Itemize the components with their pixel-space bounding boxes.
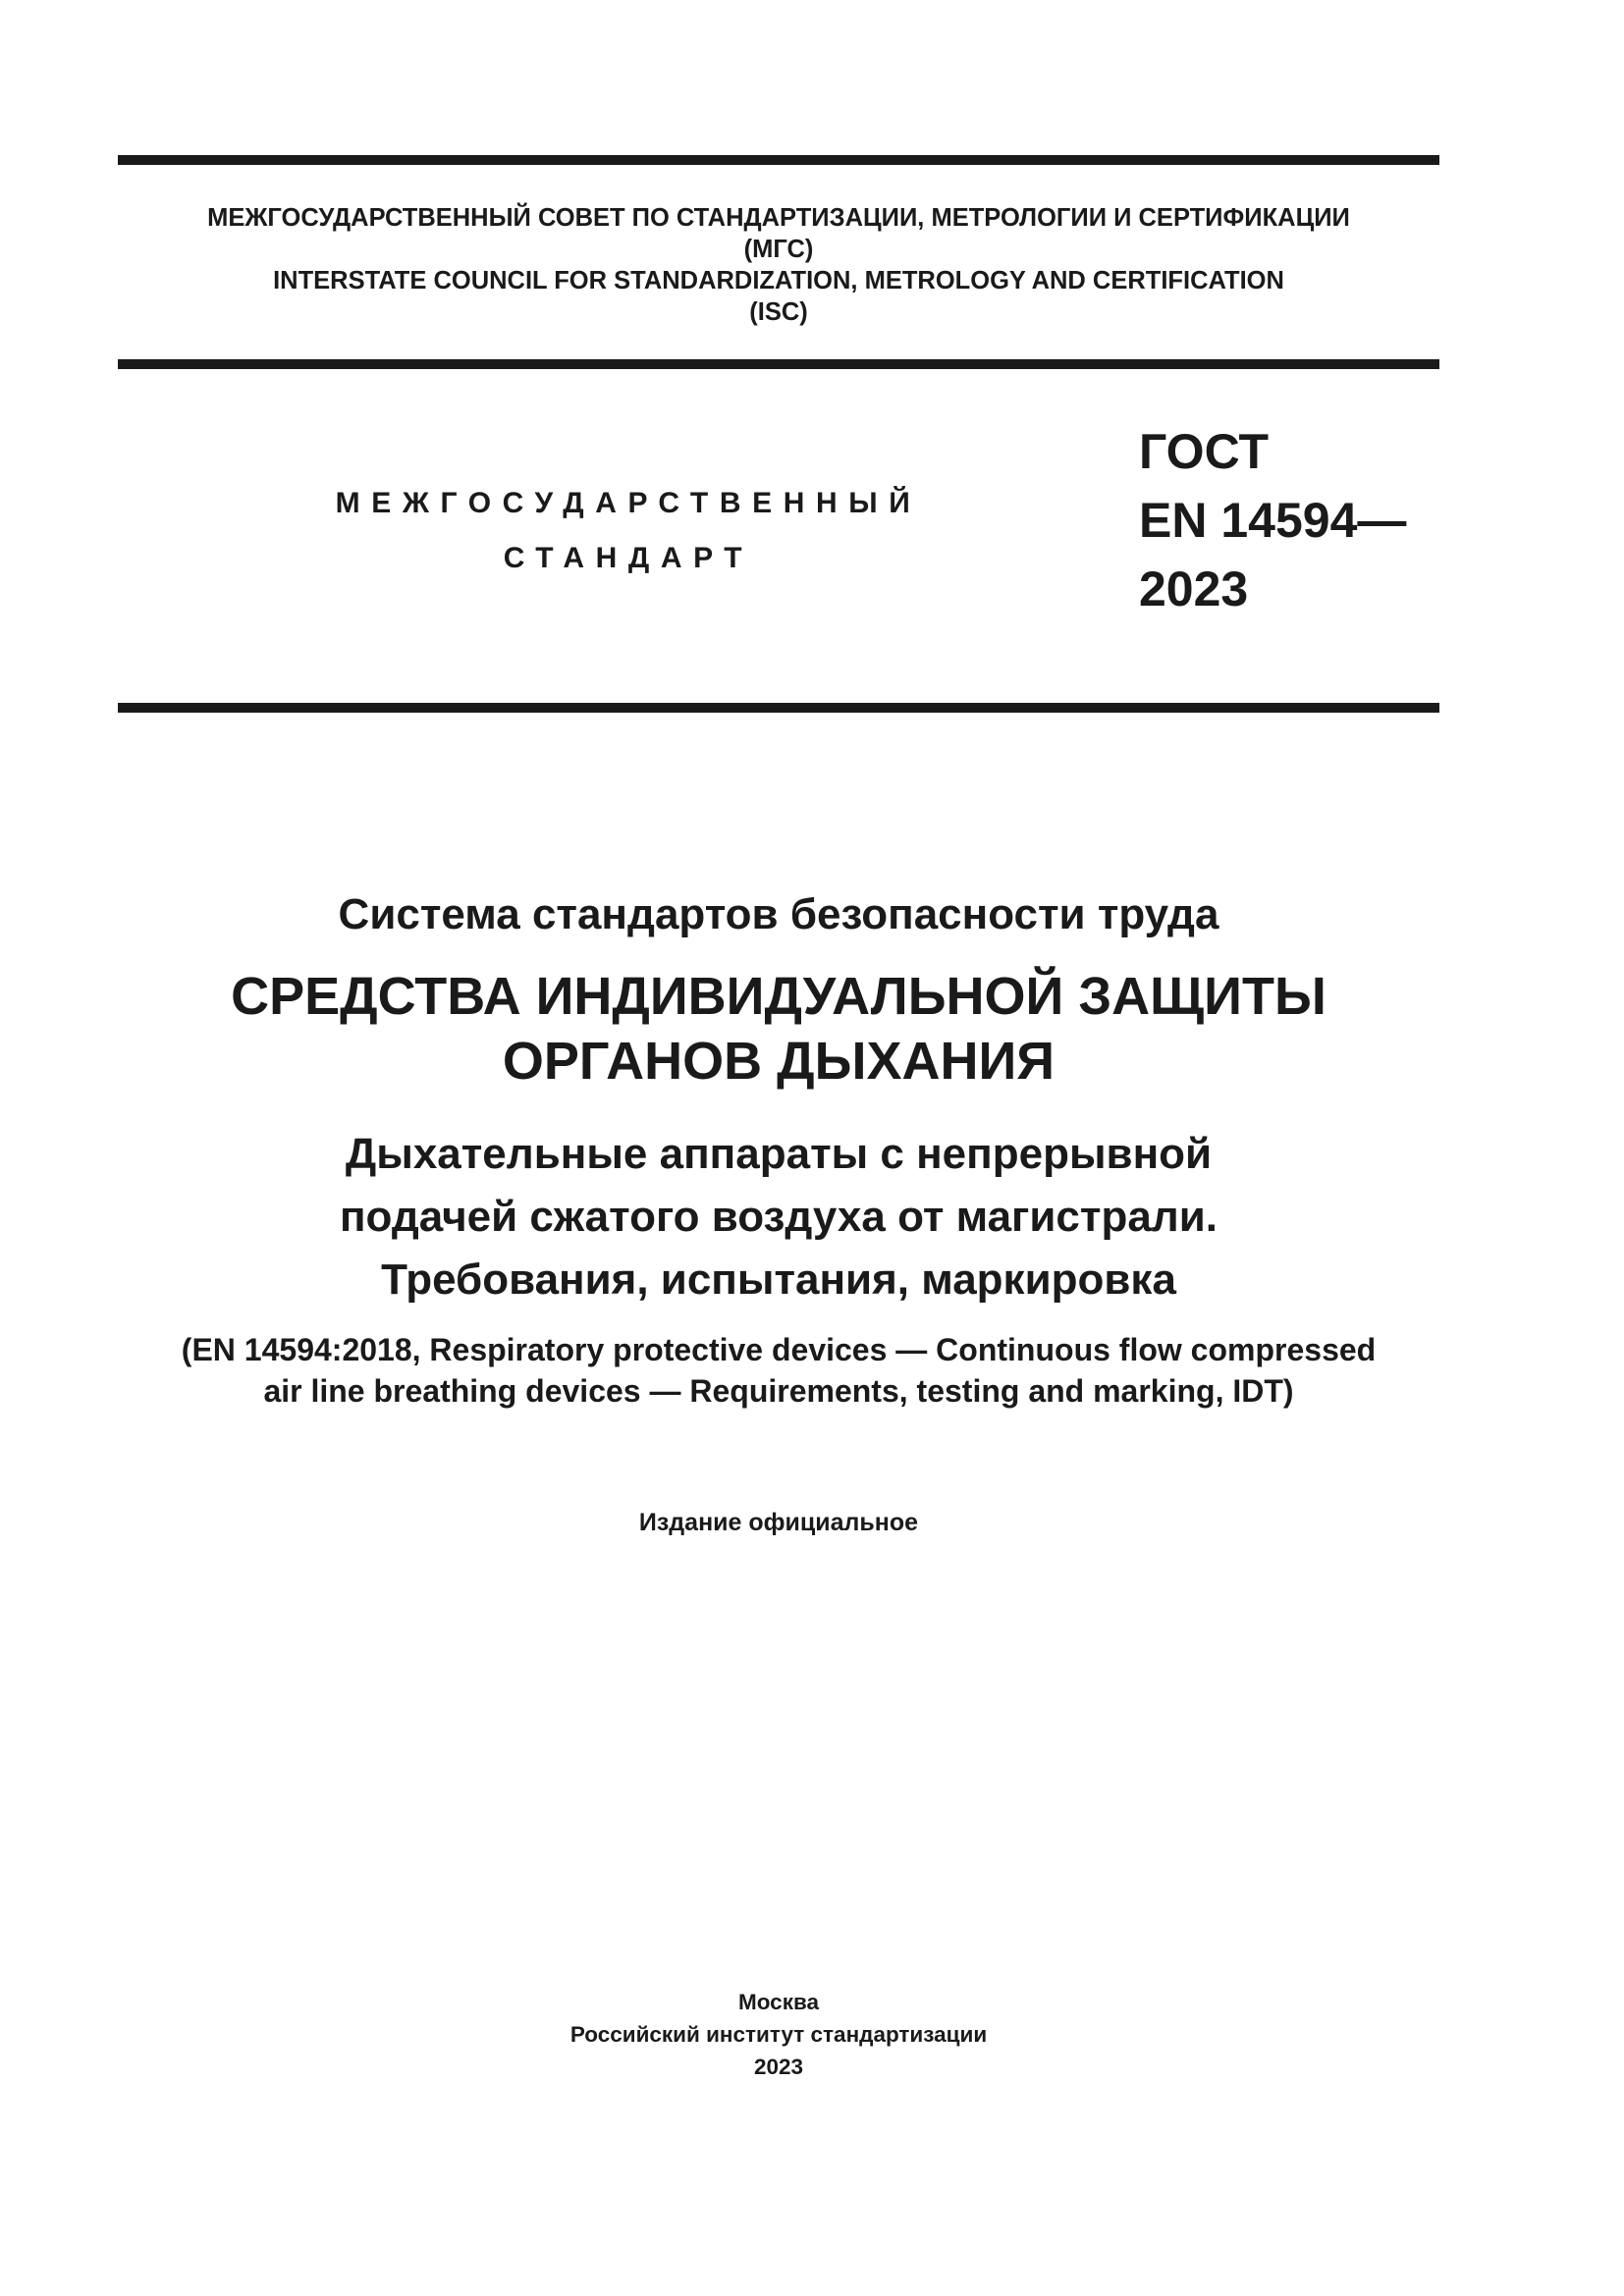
council-ru-abbr: (МГС)	[743, 236, 814, 263]
sub-title-line-2: подачей сжатого воздуха от магистрали.	[339, 1193, 1218, 1241]
standard-number-line-1: ГОСТ	[1139, 424, 1269, 479]
standard-number	[1139, 417, 1406, 623]
document-titles	[118, 883, 1439, 1412]
bottom-rule	[118, 703, 1439, 713]
edition-label: Издание официальное	[638, 1509, 919, 1536]
sub-title	[118, 1123, 1439, 1311]
sub-title-line-1: Дыхательные аппараты с непрерывной	[345, 1130, 1213, 1178]
middle-rule	[118, 359, 1439, 369]
main-title	[118, 964, 1439, 1094]
main-title-line-2: ОРГАНОВ ДЫХАНИЯ	[502, 1032, 1056, 1091]
standard-number-line-2: EN 14594—	[1139, 493, 1407, 548]
council-header	[118, 202, 1439, 328]
council-en-abbr: (ISC)	[749, 298, 808, 326]
publisher-year: 2023	[753, 2055, 804, 2079]
sub-title-line-3: Требования, испытания, маркировка	[381, 1255, 1176, 1304]
standard-kind-line-1: МЕЖГОСУДАРСТВЕННЫЙ	[335, 487, 922, 519]
top-rule	[118, 155, 1439, 165]
en-reference-line-2: air line breathing devices — Requirements, testing and marking, IDT)	[263, 1373, 1294, 1409]
standard-kind	[295, 476, 962, 586]
council-ru-name: МЕЖГОСУДАРСТВЕННЫЙ СОВЕТ ПО СТАНДАРТИЗАЦИИ, МЕТРОЛОГИИ И СЕРТИФИКАЦИИ	[207, 204, 1350, 232]
publisher-city: Москва	[737, 1990, 819, 2014]
en-reference-line-1: (EN 14594:2018, Respiratory protective devices — Continuous flow compressed	[181, 1332, 1377, 1367]
council-en-name: INTERSTATE COUNCIL FOR STANDARDIZATION, METROLOGY AND CERTIFICATION	[273, 267, 1284, 294]
publisher-name: Российский институт стандартизации	[569, 2022, 988, 2047]
publisher-block	[118, 1986, 1439, 2083]
en-reference	[118, 1329, 1439, 1412]
standard-kind-line-2: СТАНДАРТ	[503, 542, 754, 574]
series-title: Система стандартов безопасности труда	[338, 890, 1219, 938]
standard-number-line-3: 2023	[1139, 561, 1249, 616]
main-title-line-1: СРЕДСТВА ИНДИВИДУАЛЬНОЙ ЗАЩИТЫ	[231, 967, 1326, 1026]
